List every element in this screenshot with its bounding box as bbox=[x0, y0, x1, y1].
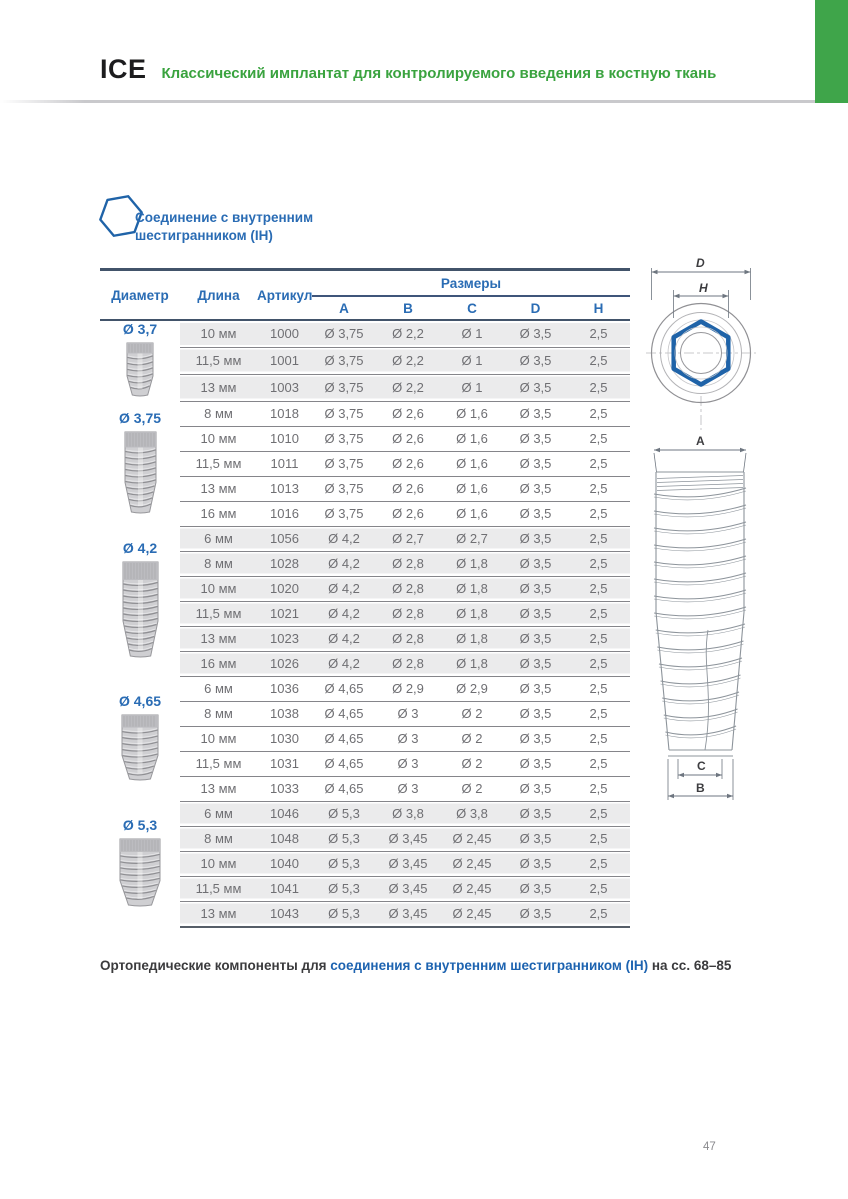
cell-size-c: Ø 3,8 bbox=[440, 801, 504, 826]
cell-length: 10 мм bbox=[180, 851, 257, 876]
cell-size-h: 2,5 bbox=[567, 501, 630, 526]
cell-size-h: 2,5 bbox=[567, 726, 630, 751]
implant-photo bbox=[119, 836, 161, 911]
cell-size-b: Ø 3 bbox=[376, 776, 440, 801]
implant-spec-table bbox=[100, 268, 630, 928]
cell-article: 1028 bbox=[257, 551, 312, 576]
cell-size-a: Ø 4,65 bbox=[312, 726, 376, 751]
cell-size-a: Ø 3,75 bbox=[312, 401, 376, 426]
cell-article: 1000 bbox=[257, 320, 312, 347]
cell-length: 11,5 мм bbox=[180, 347, 257, 374]
cell-size-b: Ø 2,8 bbox=[376, 651, 440, 676]
note-suffix: на сс. 68–85 bbox=[648, 957, 732, 973]
cell-article: 1016 bbox=[257, 501, 312, 526]
table-row bbox=[100, 901, 630, 927]
cell-size-a: Ø 4,2 bbox=[312, 576, 376, 601]
cell-length: 8 мм bbox=[180, 401, 257, 426]
cell-size-c: Ø 2,45 bbox=[440, 826, 504, 851]
cell-size-d: Ø 3,5 bbox=[504, 576, 567, 601]
cell-size-b: Ø 3,8 bbox=[376, 801, 440, 826]
cell-size-c: Ø 2 bbox=[440, 776, 504, 801]
diameter-label: Ø 4,2 bbox=[122, 540, 158, 556]
table-header bbox=[100, 270, 630, 321]
cell-article: 1056 bbox=[257, 526, 312, 551]
table-row bbox=[100, 551, 630, 576]
cell-article: 1023 bbox=[257, 626, 312, 651]
cell-size-b: Ø 2,9 bbox=[376, 676, 440, 701]
note-prefix: Ортопедические компоненты для bbox=[100, 957, 331, 973]
diameter-group-cell bbox=[100, 526, 180, 676]
cell-size-h: 2,5 bbox=[567, 901, 630, 927]
cell-size-d: Ø 3,5 bbox=[504, 374, 567, 401]
diameter-label: Ø 4,65 bbox=[118, 692, 162, 709]
cell-size-d: Ø 3,5 bbox=[504, 601, 567, 626]
cell-size-h: 2,5 bbox=[567, 451, 630, 476]
table-row bbox=[100, 476, 630, 501]
product-tagline: Классический имплантат для контролируемого введения в костную ткань bbox=[161, 65, 717, 82]
cell-size-c: Ø 1,8 bbox=[440, 626, 504, 651]
cell-size-b: Ø 2,6 bbox=[376, 451, 440, 476]
cell-size-a: Ø 3,75 bbox=[312, 451, 376, 476]
cell-size-d: Ø 3,5 bbox=[504, 476, 567, 501]
cell-size-a: Ø 5,3 bbox=[312, 901, 376, 927]
implant-photo bbox=[126, 340, 154, 401]
cell-article: 1013 bbox=[257, 476, 312, 501]
cell-size-d: Ø 3,5 bbox=[504, 551, 567, 576]
cell-size-c: Ø 1,8 bbox=[440, 576, 504, 601]
cell-size-a: Ø 4,2 bbox=[312, 526, 376, 551]
col-header-article: Артикул bbox=[257, 270, 312, 321]
cell-length: 13 мм bbox=[180, 476, 257, 501]
implant-side-view-drawing bbox=[648, 432, 752, 804]
cell-size-h: 2,5 bbox=[567, 526, 630, 551]
cell-length: 10 мм bbox=[180, 426, 257, 451]
cell-size-c: Ø 2,45 bbox=[440, 876, 504, 901]
cell-size-d: Ø 3,5 bbox=[504, 751, 567, 776]
col-header-length: Длина bbox=[180, 270, 257, 321]
cell-length: 6 мм bbox=[180, 676, 257, 701]
cell-size-b: Ø 2,2 bbox=[376, 320, 440, 347]
cell-article: 1003 bbox=[257, 374, 312, 401]
cell-length: 6 мм bbox=[180, 526, 257, 551]
cell-size-h: 2,5 bbox=[567, 347, 630, 374]
cell-size-d: Ø 3,5 bbox=[504, 626, 567, 651]
cell-size-d: Ø 3,5 bbox=[504, 501, 567, 526]
cell-size-d: Ø 3,5 bbox=[504, 651, 567, 676]
cell-size-b: Ø 2,7 bbox=[376, 526, 440, 551]
implant-photo bbox=[122, 559, 159, 662]
table-row bbox=[100, 320, 630, 347]
cell-size-c: Ø 1,6 bbox=[440, 451, 504, 476]
cell-size-b: Ø 2,8 bbox=[376, 626, 440, 651]
cell-length: 8 мм bbox=[180, 826, 257, 851]
cell-size-a: Ø 4,65 bbox=[312, 776, 376, 801]
cell-length: 11,5 мм bbox=[180, 751, 257, 776]
cell-size-b: Ø 3,45 bbox=[376, 826, 440, 851]
cell-article: 1040 bbox=[257, 851, 312, 876]
cell-size-d: Ø 3,5 bbox=[504, 876, 567, 901]
connection-type-block bbox=[98, 192, 398, 252]
cell-size-h: 2,5 bbox=[567, 374, 630, 401]
cell-size-a: Ø 5,3 bbox=[312, 876, 376, 901]
cell-size-h: 2,5 bbox=[567, 651, 630, 676]
table-row bbox=[100, 651, 630, 676]
cell-size-h: 2,5 bbox=[567, 801, 630, 826]
page-header bbox=[100, 54, 716, 85]
cell-length: 13 мм bbox=[180, 626, 257, 651]
cell-size-h: 2,5 bbox=[567, 751, 630, 776]
cell-size-c: Ø 1,8 bbox=[440, 601, 504, 626]
table-row bbox=[100, 374, 630, 401]
cell-size-a: Ø 4,65 bbox=[312, 751, 376, 776]
table-row bbox=[100, 826, 630, 851]
cell-size-c: Ø 2 bbox=[440, 726, 504, 751]
cell-article: 1021 bbox=[257, 601, 312, 626]
cell-size-a: Ø 5,3 bbox=[312, 801, 376, 826]
table-row bbox=[100, 401, 630, 426]
cell-size-b: Ø 2,6 bbox=[376, 401, 440, 426]
cell-size-c: Ø 1,6 bbox=[440, 426, 504, 451]
diameter-label: Ø 3,75 bbox=[118, 409, 162, 426]
cell-size-c: Ø 1,8 bbox=[440, 551, 504, 576]
cell-size-h: 2,5 bbox=[567, 426, 630, 451]
page-number: 47 bbox=[703, 1141, 716, 1153]
cell-size-b: Ø 3 bbox=[376, 751, 440, 776]
header-divider bbox=[0, 100, 848, 103]
top-view-dim-d-label: D bbox=[696, 256, 705, 270]
cell-size-d: Ø 3,5 bbox=[504, 801, 567, 826]
cell-size-a: Ø 5,3 bbox=[312, 826, 376, 851]
cell-article: 1026 bbox=[257, 651, 312, 676]
cell-size-d: Ø 3,5 bbox=[504, 901, 567, 927]
cell-size-a: Ø 3,75 bbox=[312, 476, 376, 501]
cell-article: 1020 bbox=[257, 576, 312, 601]
cell-length: 11,5 мм bbox=[180, 601, 257, 626]
diameter-group-cell bbox=[100, 801, 180, 927]
cell-size-c: Ø 1 bbox=[440, 374, 504, 401]
cell-size-d: Ø 3,5 bbox=[504, 401, 567, 426]
diameter-group-cell bbox=[100, 401, 180, 526]
cell-size-h: 2,5 bbox=[567, 851, 630, 876]
cell-size-c: Ø 1,6 bbox=[440, 401, 504, 426]
cell-size-h: 2,5 bbox=[567, 551, 630, 576]
cell-size-d: Ø 3,5 bbox=[504, 347, 567, 374]
cell-length: 10 мм bbox=[180, 320, 257, 347]
table-row bbox=[100, 626, 630, 651]
cell-size-c: Ø 1 bbox=[440, 347, 504, 374]
side-view-dim-c-label: C bbox=[697, 759, 706, 773]
cell-size-b: Ø 2,6 bbox=[376, 426, 440, 451]
table-row bbox=[100, 347, 630, 374]
table-row bbox=[100, 451, 630, 476]
cell-size-h: 2,5 bbox=[567, 676, 630, 701]
cell-article: 1038 bbox=[257, 701, 312, 726]
cell-size-c: Ø 2 bbox=[440, 751, 504, 776]
cell-size-a: Ø 3,75 bbox=[312, 320, 376, 347]
col-header-diameter: Диаметр bbox=[100, 270, 180, 321]
cell-length: 16 мм bbox=[180, 501, 257, 526]
cell-article: 1018 bbox=[257, 401, 312, 426]
cell-size-b: Ø 3,45 bbox=[376, 901, 440, 927]
cell-size-d: Ø 3,5 bbox=[504, 776, 567, 801]
cell-size-h: 2,5 bbox=[567, 776, 630, 801]
table-row bbox=[100, 676, 630, 701]
top-view-dim-h-label: H bbox=[699, 281, 708, 295]
cell-size-h: 2,5 bbox=[567, 876, 630, 901]
col-header-size-c: C bbox=[440, 296, 504, 320]
cell-size-d: Ø 3,5 bbox=[504, 726, 567, 751]
cell-size-a: Ø 4,65 bbox=[312, 676, 376, 701]
col-header-size-a: A bbox=[312, 296, 376, 320]
cell-article: 1046 bbox=[257, 801, 312, 826]
col-header-size-h: H bbox=[567, 296, 630, 320]
cell-article: 1043 bbox=[257, 901, 312, 927]
cell-size-b: Ø 2,2 bbox=[376, 374, 440, 401]
cell-article: 1030 bbox=[257, 726, 312, 751]
cell-size-b: Ø 2,2 bbox=[376, 347, 440, 374]
cell-article: 1033 bbox=[257, 776, 312, 801]
cell-article: 1011 bbox=[257, 451, 312, 476]
cell-size-b: Ø 2,8 bbox=[376, 551, 440, 576]
table-row bbox=[100, 601, 630, 626]
table-row bbox=[100, 701, 630, 726]
cell-size-a: Ø 4,65 bbox=[312, 701, 376, 726]
cell-length: 8 мм bbox=[180, 551, 257, 576]
diameter-group-cell bbox=[100, 676, 180, 801]
cell-size-h: 2,5 bbox=[567, 826, 630, 851]
cell-length: 8 мм bbox=[180, 701, 257, 726]
cell-size-b: Ø 2,6 bbox=[376, 476, 440, 501]
cell-size-h: 2,5 bbox=[567, 320, 630, 347]
cell-size-c: Ø 2 bbox=[440, 701, 504, 726]
cell-size-c: Ø 2,7 bbox=[440, 526, 504, 551]
cell-article: 1041 bbox=[257, 876, 312, 901]
cell-size-d: Ø 3,5 bbox=[504, 826, 567, 851]
cell-size-b: Ø 3 bbox=[376, 701, 440, 726]
cell-size-b: Ø 3,45 bbox=[376, 876, 440, 901]
side-view-dim-a-label: A bbox=[696, 434, 705, 448]
side-view-dim-b-label: B bbox=[696, 781, 705, 795]
cell-size-b: Ø 2,8 bbox=[376, 601, 440, 626]
cell-size-c: Ø 1,6 bbox=[440, 501, 504, 526]
col-header-size-b: B bbox=[376, 296, 440, 320]
cell-size-a: Ø 5,3 bbox=[312, 851, 376, 876]
table-row bbox=[100, 851, 630, 876]
cell-article: 1036 bbox=[257, 676, 312, 701]
page-edge-accent bbox=[815, 0, 848, 103]
cell-size-a: Ø 4,2 bbox=[312, 551, 376, 576]
cell-size-b: Ø 2,8 bbox=[376, 576, 440, 601]
cell-size-a: Ø 4,2 bbox=[312, 626, 376, 651]
orthopedic-components-note bbox=[100, 958, 731, 973]
cell-length: 10 мм bbox=[180, 576, 257, 601]
cell-length: 13 мм bbox=[180, 776, 257, 801]
table-row bbox=[100, 426, 630, 451]
cell-length: 11,5 мм bbox=[180, 451, 257, 476]
cell-size-a: Ø 3,75 bbox=[312, 501, 376, 526]
cell-size-d: Ø 3,5 bbox=[504, 426, 567, 451]
table-row bbox=[100, 776, 630, 801]
cell-size-a: Ø 4,2 bbox=[312, 601, 376, 626]
cell-size-h: 2,5 bbox=[567, 601, 630, 626]
table-row bbox=[100, 876, 630, 901]
cell-size-c: Ø 2,9 bbox=[440, 676, 504, 701]
diameter-label: Ø 5,3 bbox=[122, 816, 158, 833]
cell-size-a: Ø 4,2 bbox=[312, 651, 376, 676]
connection-label-line2: шестигранником (IH) bbox=[135, 228, 273, 243]
cell-size-b: Ø 2,6 bbox=[376, 501, 440, 526]
cell-size-h: 2,5 bbox=[567, 476, 630, 501]
cell-article: 1048 bbox=[257, 826, 312, 851]
table-row bbox=[100, 526, 630, 551]
cell-article: 1001 bbox=[257, 347, 312, 374]
cell-length: 6 мм bbox=[180, 801, 257, 826]
table-row bbox=[100, 576, 630, 601]
implant-photo bbox=[121, 712, 159, 785]
cell-article: 1010 bbox=[257, 426, 312, 451]
table-row bbox=[100, 501, 630, 526]
cell-size-h: 2,5 bbox=[567, 576, 630, 601]
table-row bbox=[100, 751, 630, 776]
cell-size-c: Ø 1,8 bbox=[440, 651, 504, 676]
cell-size-c: Ø 2,45 bbox=[440, 851, 504, 876]
cell-size-h: 2,5 bbox=[567, 626, 630, 651]
connection-type-label bbox=[135, 209, 313, 245]
cell-size-c: Ø 2,45 bbox=[440, 901, 504, 927]
note-cross-reference: соединения с внутренним шестигранником (IH) bbox=[330, 957, 649, 973]
cell-size-d: Ø 3,5 bbox=[504, 676, 567, 701]
cell-size-d: Ø 3,5 bbox=[504, 320, 567, 347]
cell-size-c: Ø 1,6 bbox=[440, 476, 504, 501]
cell-article: 1031 bbox=[257, 751, 312, 776]
implant-photo bbox=[124, 429, 157, 518]
cell-length: 10 мм bbox=[180, 726, 257, 751]
cell-length: 11,5 мм bbox=[180, 876, 257, 901]
cell-length: 13 мм bbox=[180, 374, 257, 401]
connection-label-line1: Соединение с внутренним bbox=[135, 210, 314, 225]
diameter-label: Ø 3,7 bbox=[122, 321, 158, 337]
cell-size-b: Ø 3,45 bbox=[376, 851, 440, 876]
cell-size-d: Ø 3,5 bbox=[504, 701, 567, 726]
implant-table-body bbox=[100, 320, 630, 927]
product-name: ICE bbox=[100, 54, 147, 84]
cell-size-d: Ø 3,5 bbox=[504, 451, 567, 476]
col-header-sizes: Размеры bbox=[312, 270, 630, 297]
cell-size-a: Ø 3,75 bbox=[312, 374, 376, 401]
table-row bbox=[100, 726, 630, 751]
cell-size-d: Ø 3,5 bbox=[504, 526, 567, 551]
cell-length: 16 мм bbox=[180, 651, 257, 676]
cell-size-h: 2,5 bbox=[567, 401, 630, 426]
diameter-group-cell bbox=[100, 320, 180, 401]
cell-size-d: Ø 3,5 bbox=[504, 851, 567, 876]
col-header-size-d: D bbox=[504, 296, 567, 320]
cell-size-c: Ø 1 bbox=[440, 320, 504, 347]
cell-length: 13 мм bbox=[180, 901, 257, 927]
cell-size-a: Ø 3,75 bbox=[312, 347, 376, 374]
cell-size-h: 2,5 bbox=[567, 701, 630, 726]
cell-size-b: Ø 3 bbox=[376, 726, 440, 751]
cell-size-a: Ø 3,75 bbox=[312, 426, 376, 451]
table-row bbox=[100, 801, 630, 826]
